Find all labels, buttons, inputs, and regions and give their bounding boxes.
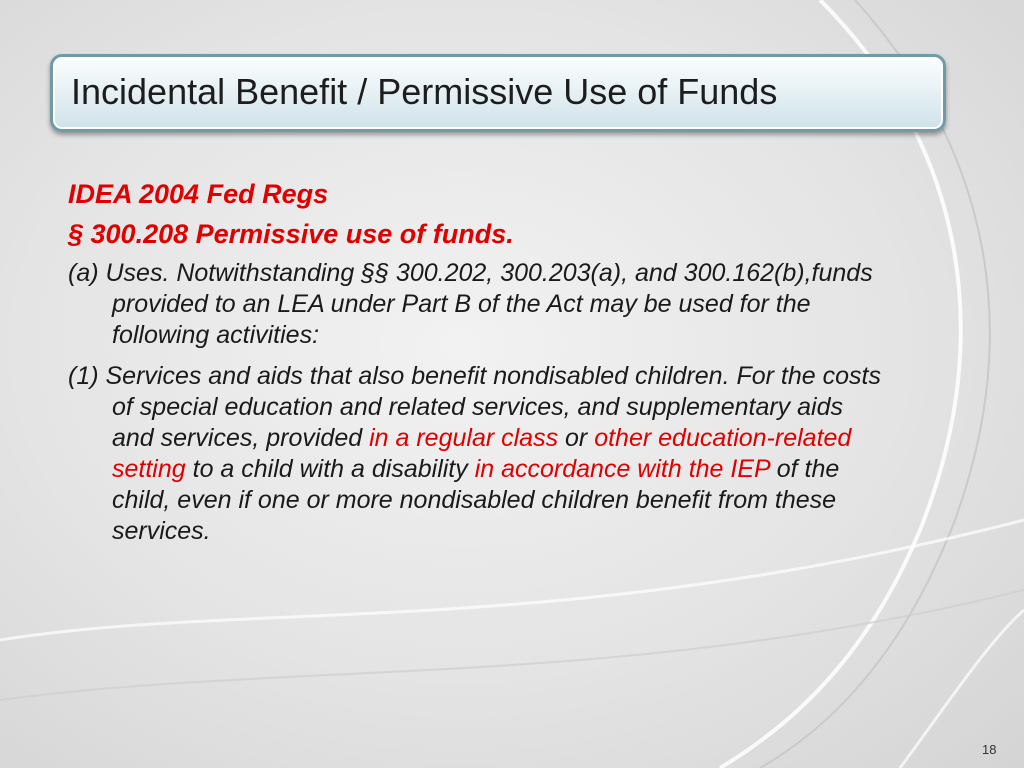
highlight-iep: in accordance with the IEP [474,455,770,483]
paragraph-a: (a) Uses. Notwithstanding §§ 300.202, 300.203(a), and 300.162(b),funds provided to an LEA under Part B of the Act may be used for the following activities: [68,259,873,349]
slide-content [68,178,888,557]
paragraph-1-text: (1) Services and aids that also benefit nondisabled children. For the costs of special education and related services, and supplementary aids and services, provided [68,362,881,452]
highlight-regular-class: in a regular class [369,424,559,452]
regulation-heading: IDEA 2004 Fed Regs [68,179,329,209]
title-bar [50,54,946,132]
paragraph-1 [68,361,888,547]
paragraph-1-text: or [558,424,595,452]
slide-title: Incidental Benefit / Permissive Use of Funds [71,71,778,112]
section-heading: § 300.208 Permissive use of funds. [68,219,514,249]
highlight-other-setting: other education-related setting [112,424,852,483]
paragraph-1-text: to a child with a disability [185,455,475,483]
paragraph-1-text: of the child, even if one or more nondisabled children benefit from these services. [112,455,840,545]
page-number: 18 [982,742,997,757]
